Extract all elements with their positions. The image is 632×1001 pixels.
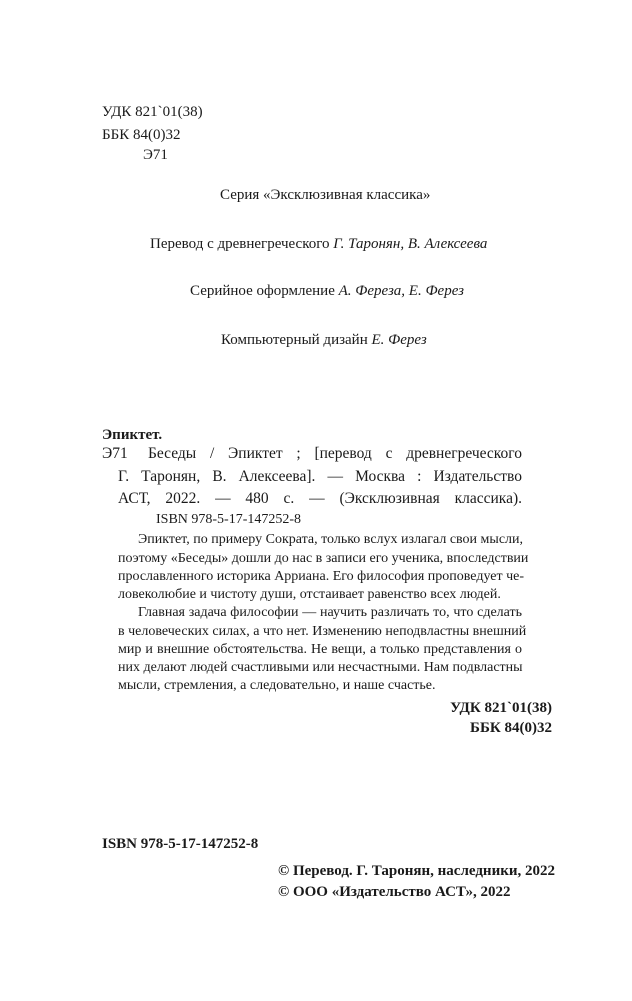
translation-line xyxy=(150,236,487,253)
series-line xyxy=(220,187,430,204)
annotation-line: мир и внешние обстоятельства. Не вещи, а только представления о xyxy=(118,642,522,657)
footer-isbn: ISBN 978-5-17-147252-8 xyxy=(102,836,259,852)
annotation-line: мысли, стремления, а следовательно, и наше счастье. xyxy=(118,678,436,693)
copyright-translation: © Перевод. Г. Таронян, наследники, 2022 xyxy=(278,863,555,879)
annotation-line: в человеческих силах, а что нет. Изменению неподвластны внешний xyxy=(118,624,527,639)
catalog-line: Г. Таронян, В. Алексеева]. — Москва : Издательство xyxy=(118,468,522,485)
series-name: «Эксклюзивная классика» xyxy=(263,187,431,203)
annotation-line: поэтому «Беседы» дошли до нас в записи его ученика, впоследствии xyxy=(118,551,529,566)
annotation-line: ловеколюбие и чистоту души, отстаивает равенство всех людей. xyxy=(118,587,501,602)
copyright-publisher: © ООО «Издательство АСТ», 2022 xyxy=(278,884,511,900)
annotation-line: прославленного историка Арриана. Его философия проповедует че- xyxy=(118,569,525,584)
computer-design-line xyxy=(221,332,427,349)
computer-design-names: Е. Ферез xyxy=(371,332,427,348)
serial-design-line xyxy=(190,283,464,300)
translation-names: Г. Таронян, В. Алексеева xyxy=(333,236,488,252)
annotation-line: Главная задача философии — научить различать то, что сделать xyxy=(138,605,522,620)
udk-code: УДК 821`01(38) xyxy=(102,104,203,120)
serial-design-names: А. Фереза, Е. Ферез xyxy=(338,283,464,299)
catalog-mark: Э71 xyxy=(102,445,128,462)
annotation-line: них делают людей счастливыми или несчастными. Нам подвластны xyxy=(118,660,523,675)
catalog-line: АСТ, 2022. — 480 с. — (Эксклюзивная классика). xyxy=(118,490,522,507)
catalog-heading: Эпиктет. xyxy=(102,427,163,443)
udk-code-bold: УДК 821`01(38) xyxy=(450,700,552,716)
bbk-code: ББК 84(0)32 xyxy=(102,127,181,143)
translation-label: Перевод с древнегреческого xyxy=(150,236,330,252)
computer-design-label: Компьютерный дизайн xyxy=(221,332,368,348)
serial-design-label: Серийное оформление xyxy=(190,283,335,299)
catalog-isbn: ISBN 978-5-17-147252-8 xyxy=(156,512,302,527)
author-mark: Э71 xyxy=(143,147,168,163)
series-prefix: Серия xyxy=(220,187,260,203)
catalog-line: Беседы / Эпиктет ; [перевод с древнегреческого xyxy=(148,445,522,462)
bbk-code-bold: ББК 84(0)32 xyxy=(470,720,552,736)
annotation-line: Эпиктет, по примеру Сократа, только вслух излагал свои мысли, xyxy=(138,532,524,547)
